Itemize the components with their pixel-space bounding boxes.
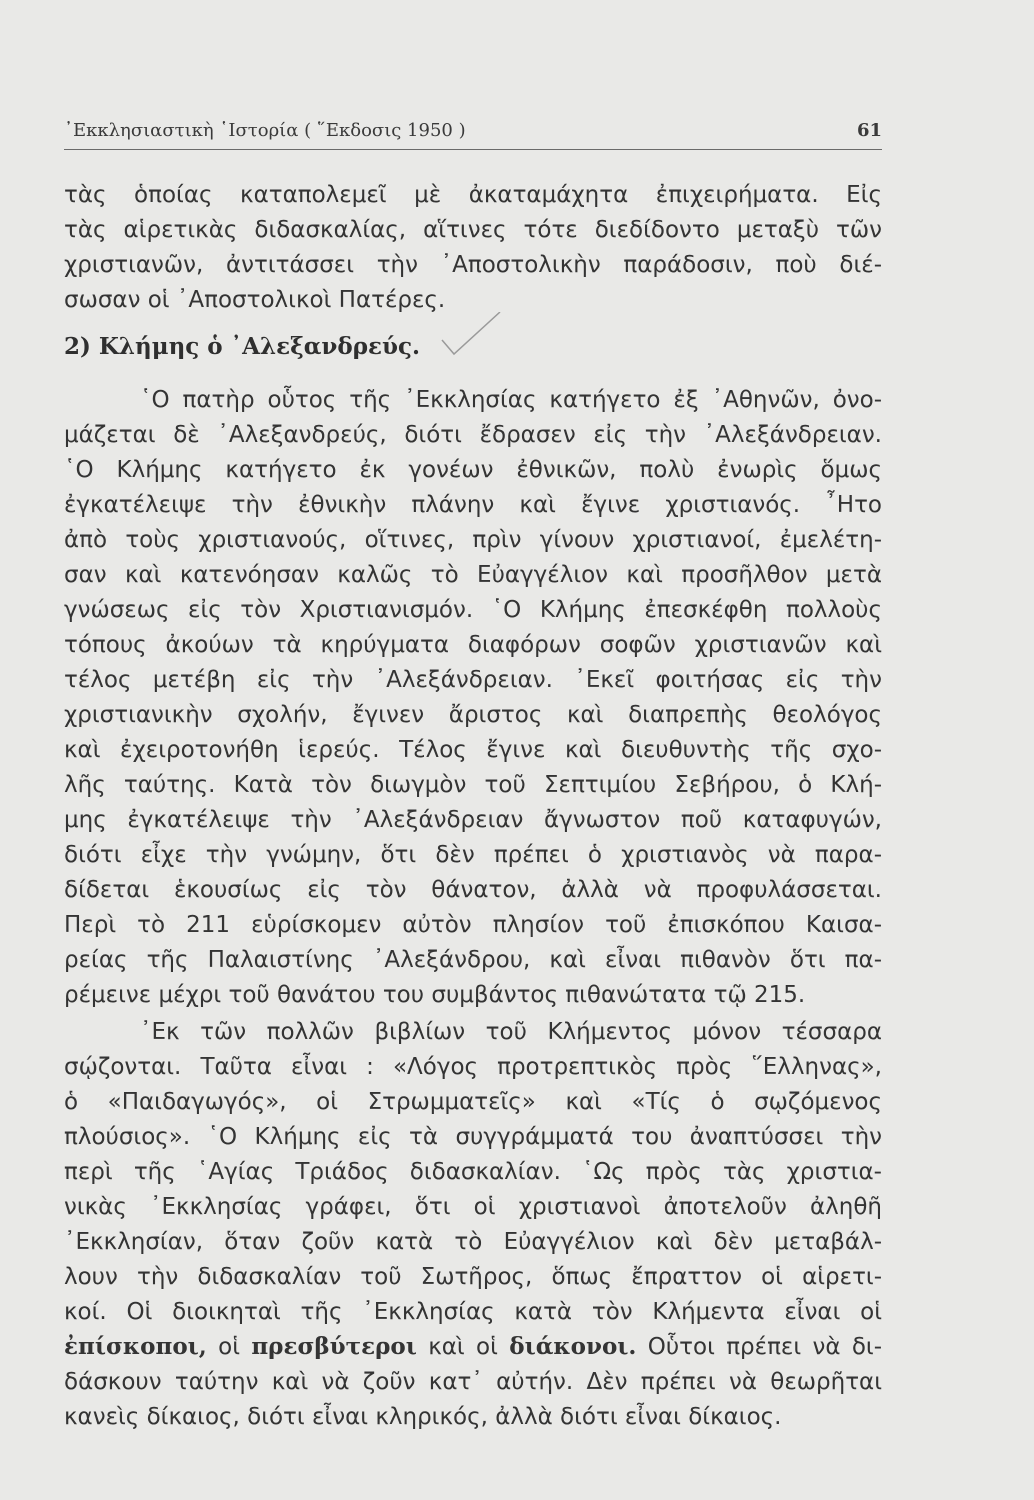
running-head-title: ᾿Εκκλησιαστικὴ ῾Ιστορία ( ῞Εκδοσις 1950 ): [64, 120, 466, 141]
text-line: ᾿Εκ τῶν πολλῶν βιβλίων τοῦ Κλήμεντος μόνον τέσσαρα: [140, 1019, 882, 1045]
section-heading: 2) Κλήμης ὁ ᾿Αλεξανδρεύς.: [64, 333, 420, 360]
text-line: ῾Ο Κλήμης κατήγετο ἐκ γονέων ἐθνικῶν, πολὺ ἐνωρὶς ὅμως: [64, 457, 882, 483]
running-head: [64, 120, 882, 150]
text-line: κοί. Οἱ διοικηταὶ τῆς ᾿Εκκλησίας κατὰ τὸν Κλήμεντα εἶναι οἱ: [64, 1299, 882, 1325]
pencil-check-mark: [440, 312, 540, 382]
text-segment: Οὗτοι πρέπει νὰ δι-: [636, 1334, 882, 1360]
text-line: περὶ τῆς ῾Αγίας Τριάδος διδασκαλίαν. ῾Ως πρὸς τὰς χριστια-: [64, 1159, 882, 1185]
text-line: πλούσιος». ῾Ο Κλήμης εἰς τὰ συγγράμματά του ἀναπτύσσει τὴν: [64, 1124, 882, 1150]
bold-term-deacons: διάκονοι.: [509, 1333, 637, 1360]
text-line: διότι εἶχε τὴν γνώμην, ὅτι δὲν πρέπει ὁ χριστιανὸς νὰ παρα-: [64, 842, 882, 868]
text-line: ᾿Εκκλησίαν, ὅταν ζοῦν κατὰ τὸ Εὐαγγέλιον καὶ δὲν μεταβάλ-: [64, 1229, 882, 1255]
text-line: λουν τὴν διδασκαλίαν τοῦ Σωτῆρος, ὅπως ἔπραττον οἱ αἱρετι-: [64, 1264, 882, 1290]
text-line: τέλος μετέβη εἰς τὴν ᾿Αλεξάνδρειαν. ᾿Εκεῖ φοιτήσας εἰς τὴν: [64, 667, 882, 693]
text-line-bold-terms: [64, 1330, 882, 1364]
text-line: σαν καὶ κατενόησαν καλῶς τὸ Εὐαγγέλιον καὶ προσῆλθον μετὰ: [64, 562, 882, 588]
header-rule: [64, 149, 882, 150]
text-line: σωσαν οἱ ᾿Αποστολικοὶ Πατέρες.: [64, 287, 446, 313]
text-line: σῴζονται. Ταῦτα εἶναι : «Λόγος προτρεπτικὸς πρὸς ῞Ελληνας»,: [64, 1054, 882, 1080]
text-line: νικὰς ᾿Εκκλησίας γράφει, ὅτι οἱ χριστιανοὶ ἀποτελοῦν ἀληθῆ: [64, 1194, 882, 1220]
text-line: μάζεται δὲ ᾿Αλεξανδρεύς, διότι ἔδρασεν εἰς τὴν ᾿Αλεξάνδρειαν.: [64, 422, 882, 448]
text-line: γνώσεως εἰς τὸν Χριστιανισμόν. ῾Ο Κλήμης ἐπεσκέφθη πολλοὺς: [64, 597, 882, 623]
text-segment: καὶ οἱ: [416, 1334, 510, 1360]
check-mark-stroke: [442, 312, 500, 354]
text-line: μης ἐγκατέλειψε τὴν ᾿Αλεξάνδρειαν ἄγνωστον ποῦ καταφυγών,: [64, 807, 882, 833]
text-line: χριστιανικὴν σχολήν, ἔγινεν ἄριστος καὶ διαπρεπὴς θεολόγος: [64, 702, 882, 728]
text-line: τὰς ὁποίας καταπολεμεῖ μὲ ἀκαταμάχητα ἐπιχειρήματα. Εἰς: [64, 182, 882, 208]
text-line: δάσκουν ταύτην καὶ νὰ ζοῦν κατ᾿ αὐτήν. Δὲν πρέπει νὰ θεωρῆται: [64, 1369, 882, 1395]
text-line: ἀπὸ τοὺς χριστιανούς, οἵτινες, πρὶν γίνουν χριστιανοί, ἐμελέτη-: [64, 527, 882, 553]
bold-term-presbyters: πρεσβύτεροι: [251, 1333, 417, 1360]
text-line: τόπους ἀκούων τὰ κηρύγματα διαφόρων σοφῶν χριστιανῶν καὶ: [64, 632, 882, 658]
text-line: καὶ ἐχειροτονήθη ἱερεύς. Τέλος ἔγινε καὶ διευθυντὴς τῆς σχο-: [64, 737, 882, 763]
bold-term-bishops: ἐπίσκοποι,: [64, 1333, 207, 1360]
page-number: 61: [856, 120, 882, 141]
text-line: κανεὶς δίκαιος, διότι εἶναι κληρικός, ἀλλὰ διότι εἶναι δίκαιος.: [64, 1404, 782, 1430]
text-line: ῾Ο πατὴρ οὗτος τῆς ᾿Εκκλησίας κατήγετο ἐξ ᾿Αθηνῶν, ὀνο-: [140, 387, 882, 413]
text-line: χριστιανῶν, ἀντιτάσσει τὴν ᾿Αποστολικὴν παράδοσιν, ποὺ διέ-: [64, 252, 882, 278]
text-line: τὰς αἱρετικὰς διδασκαλίας, αἵτινες τότε διεδίδοντο μεταξὺ τῶν: [64, 217, 882, 243]
text-line: ἐγκατέλειψε τὴν ἐθνικὴν πλάνην καὶ ἔγινε χριστιανός. ῏Ητο: [64, 492, 882, 518]
text-segment: οἱ: [206, 1334, 252, 1360]
text-line: δίδεται ἑκουσίως εἰς τὸν θάνατον, ἀλλὰ νὰ προφυλάσσεται.: [64, 877, 882, 903]
text-line: ρέμεινε μέχρι τοῦ θανάτου του συμβάντος πιθανώτατα τῷ 215.: [64, 982, 806, 1008]
text-line: λῆς ταύτης. Κατὰ τὸν διωγμὸν τοῦ Σεπτιμίου Σεβήρου, ὁ Κλή-: [64, 772, 882, 798]
text-line: Περὶ τὸ 211 εὑρίσκομεν αὐτὸν πλησίον τοῦ ἐπισκόπου Καισα-: [64, 912, 882, 938]
text-line: ρείας τῆς Παλαιστίνης ᾿Αλεξάνδρου, καὶ εἶναι πιθανὸν ὅτι πα-: [64, 947, 882, 973]
text-line: ὁ «Παιδαγωγός», οἱ Στρωμματεῖς» καὶ «Τίς ὁ σῳζόμενος: [64, 1089, 882, 1115]
